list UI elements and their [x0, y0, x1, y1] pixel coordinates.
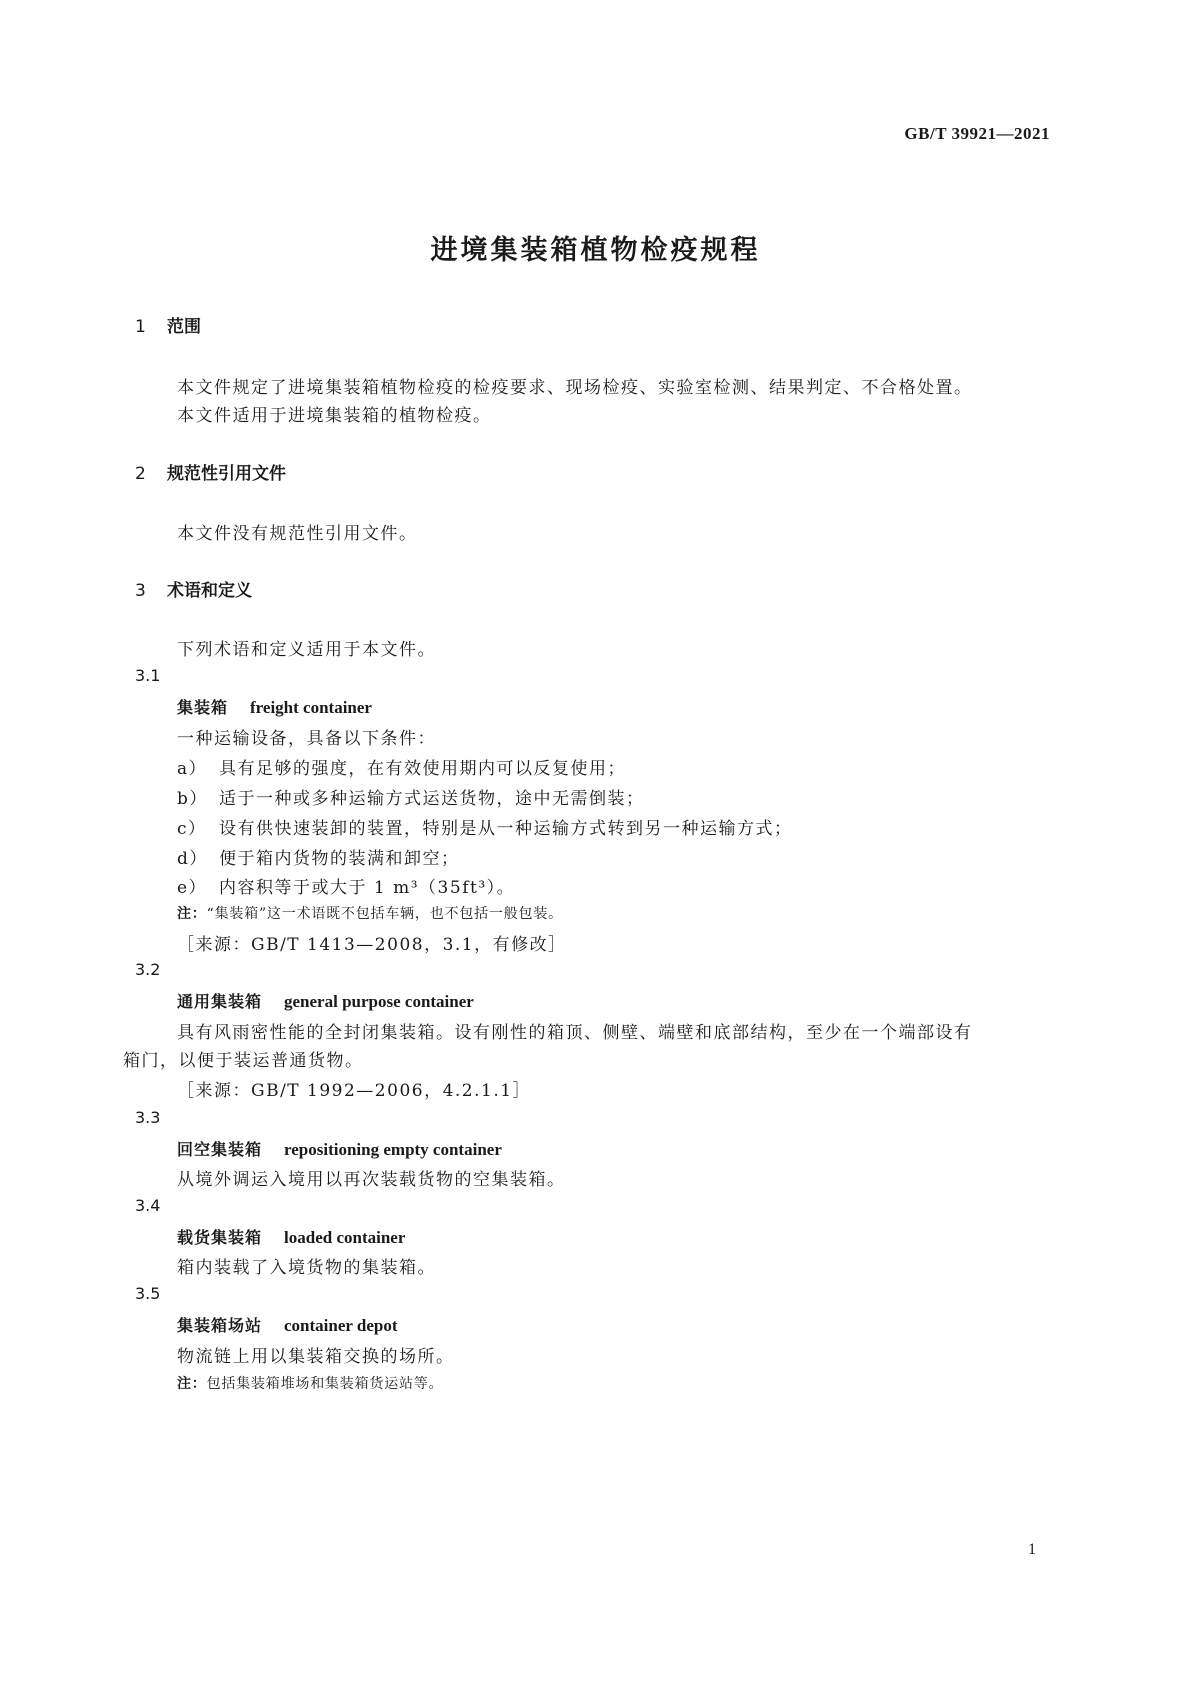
paragraph: 本文件规定了进境集装箱植物检疫的检疫要求、现场检疫、实验室检测、结果判定、不合格处置。: [177, 378, 973, 398]
section-title: 术语和定义: [167, 581, 252, 601]
list-marker: a）: [177, 759, 208, 779]
page-number: 1: [1028, 1541, 1036, 1558]
term-heading: [177, 1225, 405, 1248]
paragraph: 下列术语和定义适用于本文件。: [177, 640, 436, 660]
list-marker: e）: [177, 878, 208, 898]
term-english: container depot: [284, 1316, 398, 1335]
term-source: ［来源：GB/T 1992—2006，4.2.1.1］: [177, 1081, 532, 1101]
term-definition: 箱内装载了入境货物的集装箱。: [177, 1258, 436, 1278]
list-item: [177, 784, 645, 809]
paragraph: 本文件没有规范性引用文件。: [177, 524, 418, 544]
document-title: 进境集装箱植物检疫规程: [430, 235, 761, 266]
term-definition: 物流链上用以集装箱交换的场所。: [177, 1347, 455, 1367]
section-3-heading: [135, 576, 252, 601]
list-item: [177, 754, 626, 779]
term-english: repositioning empty container: [284, 1140, 502, 1159]
term-english: freight container: [250, 698, 372, 717]
term-english: general purpose container: [284, 992, 474, 1011]
term-note: [177, 1373, 443, 1393]
section-2-heading: [135, 459, 286, 484]
section-title: 规范性引用文件: [167, 464, 286, 484]
term-definition-continued: 箱门，以便于装运普通货物。: [123, 1051, 364, 1071]
section-1-heading: [135, 312, 201, 337]
list-marker: b）: [177, 789, 208, 809]
paragraph: 本文件适用于进境集装箱的植物检疫。: [177, 406, 492, 426]
term-number: 3.4: [135, 1196, 161, 1215]
term-definition: 从境外调运入境用以再次装载货物的空集装箱。: [177, 1170, 566, 1190]
section-number: 1: [135, 317, 146, 337]
list-marker: d）: [177, 849, 208, 869]
term-heading: [177, 695, 372, 718]
note-text: 包括集装箱堆场和集装箱货运站等。: [206, 1376, 444, 1392]
note-label: 注：: [177, 1376, 207, 1392]
list-text: 便于箱内货物的装满和卸空；: [219, 849, 460, 869]
list-text: 具有足够的强度，在有效使用期内可以反复使用；: [219, 759, 626, 779]
term-chinese: 回空集装箱: [177, 1140, 263, 1159]
term-number: 3.3: [135, 1108, 161, 1127]
term-definition: 一种运输设备，具备以下条件：: [177, 729, 436, 749]
term-note: [177, 903, 563, 923]
list-text: 设有供快速装卸的装置，特别是从一种运输方式转到另一种运输方式；: [219, 819, 793, 839]
standard-code: GB/T 39921—2021: [904, 124, 1050, 143]
section-title: 范围: [167, 317, 201, 337]
term-number: 3.2: [135, 960, 161, 979]
note-text: “集装箱”这一术语既不包括车辆，也不包括一般包装。: [206, 906, 563, 922]
term-source: ［来源：GB/T 1413—2008，3.1，有修改］: [177, 935, 567, 955]
note-label: 注：: [177, 906, 207, 922]
term-number: 3.1: [135, 666, 161, 685]
list-text: 适于一种或多种运输方式运送货物，途中无需倒装；: [219, 789, 645, 809]
term-chinese: 集装箱: [177, 698, 229, 717]
list-text: 内容积等于或大于 1 m³（35ft³）。: [219, 878, 516, 898]
term-heading: [177, 1313, 398, 1336]
list-item: [177, 844, 460, 869]
term-definition: 具有风雨密性能的全封闭集装箱。设有刚性的箱顶、侧壁、端壁和底部结构，至少在一个端部设有: [177, 1023, 973, 1043]
term-english: loaded container: [284, 1228, 406, 1247]
term-chinese: 通用集装箱: [177, 992, 263, 1011]
list-item: [177, 873, 515, 898]
term-chinese: 集装箱场站: [177, 1316, 263, 1335]
section-number: 2: [135, 464, 146, 484]
section-number: 3: [135, 581, 146, 601]
term-number: 3.5: [135, 1284, 161, 1303]
list-marker: c）: [177, 819, 207, 839]
term-heading: [177, 989, 474, 1012]
term-chinese: 载货集装箱: [177, 1228, 263, 1247]
term-heading: [177, 1137, 502, 1160]
list-item: [177, 814, 793, 839]
